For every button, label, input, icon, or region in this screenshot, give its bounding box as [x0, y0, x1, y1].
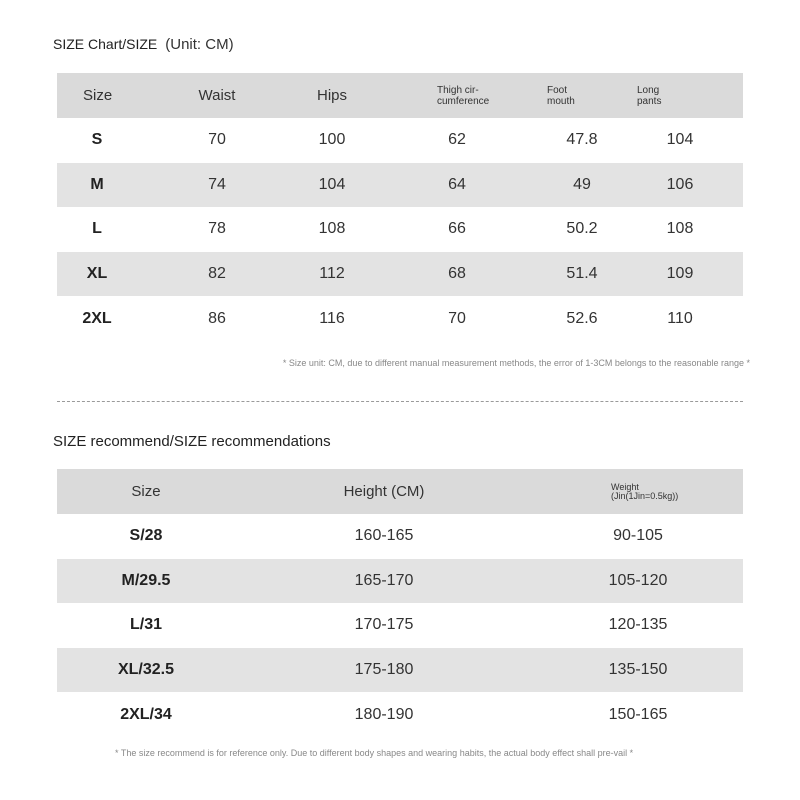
- cell-height: 160-165: [354, 527, 414, 545]
- size-chart-table: [57, 73, 743, 341]
- cell-height: 180-190: [354, 705, 414, 723]
- cell-size: M: [90, 175, 104, 193]
- cell-long-pants: 110: [667, 309, 693, 327]
- table-row: [57, 514, 743, 559]
- table-row: [57, 603, 743, 648]
- cell-height: 170-175: [354, 616, 414, 634]
- cell-weight: 105-120: [608, 571, 668, 589]
- cell-foot-mouth: 49: [573, 175, 591, 193]
- table-row: [57, 648, 743, 693]
- cell-size: XL: [86, 265, 108, 283]
- cell-hips: 116: [319, 309, 345, 327]
- cell-foot-mouth: 47.8: [566, 131, 598, 149]
- section-divider: [57, 401, 743, 402]
- header-weight: Weight (Jin(1Jin=0.5kg)): [611, 481, 679, 501]
- cell-height: 165-170: [354, 571, 414, 589]
- cell-waist: 82: [208, 265, 226, 283]
- header-thigh: Thigh cir- cumference: [437, 84, 490, 107]
- header-size: Size: [83, 87, 113, 104]
- cell-size: 2XL/34: [120, 705, 172, 723]
- size-recommend-table: [57, 469, 743, 737]
- size-chart-note: * Size unit: CM, due to different manual measurement methods, the error of 1-3CM belongs to the reasonable range *: [282, 358, 750, 368]
- cell-waist: 86: [208, 309, 226, 327]
- size-recommend-note: * The size recommend is for reference only. Due to different body shapes and wearing habits, the actual body effect shall pre-vail *: [115, 748, 634, 758]
- table-row: [57, 252, 743, 297]
- cell-foot-mouth: 52.6: [566, 309, 598, 327]
- cell-hips: 100: [318, 131, 346, 149]
- table-row: [57, 296, 743, 341]
- header-long-pants: Long pants: [637, 84, 662, 107]
- cell-height: 175-180: [354, 661, 414, 679]
- cell-size: L/31: [129, 616, 162, 634]
- cell-waist: 70: [208, 131, 226, 149]
- cell-foot-mouth: 51.4: [566, 265, 598, 283]
- cell-size: L: [92, 220, 102, 238]
- cell-long-pants: 106: [666, 175, 694, 193]
- cell-long-pants: 104: [666, 131, 694, 149]
- header-waist: Waist: [198, 87, 236, 104]
- header-hips: Hips: [316, 87, 347, 104]
- size-chart-header-row: [57, 73, 743, 118]
- cell-long-pants: 109: [666, 265, 694, 283]
- header-size: Size: [131, 483, 161, 500]
- cell-thigh: 64: [448, 175, 466, 193]
- cell-weight: 150-165: [608, 705, 668, 723]
- size-chart-title-text: SIZE Chart/SIZE: [53, 36, 158, 52]
- cell-weight: 90-105: [613, 527, 663, 545]
- size-recommend-header-row: [57, 469, 743, 514]
- cell-size: S: [91, 131, 103, 149]
- size-chart-unit: (Unit: CM): [165, 36, 234, 53]
- cell-waist: 74: [208, 175, 226, 193]
- cell-foot-mouth: 50.2: [566, 220, 598, 238]
- cell-weight: 135-150: [608, 661, 668, 679]
- table-row: [57, 692, 743, 737]
- cell-long-pants: 108: [666, 220, 694, 238]
- table-row: [57, 559, 743, 604]
- table-row: [57, 118, 743, 163]
- table-row: [57, 163, 743, 208]
- cell-thigh: 66: [448, 220, 466, 238]
- cell-size: XL/32.5: [117, 661, 175, 679]
- cell-thigh: 68: [448, 265, 466, 283]
- table-row: [57, 207, 743, 252]
- cell-size: M/29.5: [121, 571, 171, 589]
- cell-weight: 120-135: [608, 616, 668, 634]
- header-height: Height (CM): [343, 483, 425, 500]
- size-recommend-title: SIZE recommend/SIZE recommendations: [53, 433, 331, 450]
- cell-size: S/28: [129, 527, 163, 545]
- size-chart-title: [53, 36, 234, 53]
- cell-hips: 108: [318, 220, 346, 238]
- cell-size: 2XL: [82, 309, 112, 327]
- cell-waist: 78: [208, 220, 226, 238]
- cell-hips: 112: [319, 265, 345, 283]
- cell-thigh: 62: [448, 131, 466, 149]
- cell-hips: 104: [318, 175, 346, 193]
- cell-thigh: 70: [448, 309, 466, 327]
- header-foot-mouth: Foot mouth: [547, 84, 575, 107]
